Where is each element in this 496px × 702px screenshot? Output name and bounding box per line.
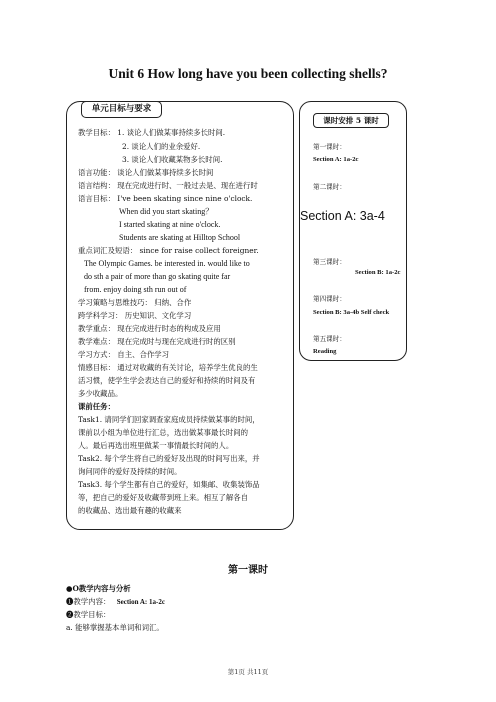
- goal-line: do sth a pair of more than go skating quite far: [84, 272, 231, 281]
- page-footer: 第1页 共11页: [227, 668, 269, 676]
- lesson-5-value: Reading: [313, 348, 337, 355]
- lesson-4-value: Section B: 3a-4b Self check: [313, 309, 390, 316]
- task-line: 等，把自己的爱好及收藏带到班上来。相互了解各自: [78, 493, 248, 502]
- task-line: 人。最后再选出班里做某一事情最长时间的人。: [78, 441, 234, 450]
- unit-goals-heading: 单元目标与要求: [81, 101, 162, 118]
- goal-line: 重点词汇及短语： since for raise collect foreigner.: [78, 246, 259, 255]
- lesson-1-label: 第一课时：: [313, 143, 346, 151]
- document-title: Unit 6 How long have you been collecting shells?: [108, 66, 388, 81]
- goal-line: 活习惯，使学生学会表达自己的爱好和持续的时间及有: [78, 376, 256, 385]
- lesson-2-label: 第二课时：: [313, 183, 346, 191]
- goal-line: I started skating at nine o'clock.: [119, 220, 221, 229]
- task-line: Task1. 请同学们回家调查家庭成员持续做某事的时间，: [78, 415, 260, 424]
- goals-label: ❷教学目标：: [66, 610, 111, 619]
- task-line: 询问同伴的爱好及持续的时间。: [78, 467, 182, 476]
- goal-line: 教学难点： 现在完成时与现在完成进行时的区别: [78, 337, 236, 346]
- goal-line: When did you start skating？: [119, 207, 214, 216]
- goal-line: 语言功能： 谈论人们做某事持续多长时间: [78, 168, 214, 177]
- lesson-3-value: Section B: 1a-2c: [355, 269, 401, 276]
- goal-line: The Olympic Games. be interested in. would like to: [84, 259, 250, 268]
- goal-line: 语言目标： I've been skating since nine o'clock.: [78, 194, 253, 203]
- lesson-3-label: 第三课时：: [313, 258, 346, 266]
- section-heading: ●O教学内容与分析: [66, 584, 131, 593]
- goal-line: 跨学科学习： 历史知识、文化学习: [78, 311, 192, 320]
- lesson-1-value: Section A: 1a-2c: [313, 156, 359, 163]
- goal-item: a. 能够掌握基本单词和词汇。: [66, 623, 164, 632]
- schedule-heading: 课时安排 5 课时: [313, 113, 389, 128]
- goal-line: 教学目标： 1. 谈论人们做某事持续多长时间.: [78, 128, 226, 137]
- content-value: Section A: 1a-2c: [116, 598, 165, 606]
- task-line: 课前以小组为单位进行汇总，选出做某事最长时间的: [78, 428, 248, 437]
- goal-line: 情感目标： 通过对收藏的有关讨论，培养学生优良的生: [78, 363, 258, 372]
- lesson-4-label: 第四课时：: [313, 295, 346, 303]
- schedule-box: [299, 101, 407, 361]
- goal-line: Students are skating at Hilltop School: [119, 233, 241, 242]
- content-line: [66, 596, 165, 608]
- goal-line: 3. 谈论人们收藏某物多长时间.: [122, 155, 223, 164]
- task-line: 的收藏品、选出最有趣的收藏来: [78, 506, 182, 515]
- goal-line: 课前任务：: [78, 402, 115, 411]
- goal-line: 学习方式： 自主、合作学习: [78, 350, 170, 359]
- lesson-2-value: Section A: 3a-4: [300, 209, 385, 223]
- task-line: Task2. 每个学生将自己的爱好及出现的时间写出来，并: [78, 454, 260, 463]
- goal-line: 学习策略与思维技巧： 归纳、合作: [78, 298, 192, 307]
- goal-line: 语言结构： 现在完成进行时、一般过去是、现在进行时: [78, 181, 258, 190]
- goal-line: 教学重点： 现在完成进行时态的构成及应用: [78, 324, 221, 333]
- task-line: Task3. 每个学生都有自己的爱好，如集邮、收集装饰品: [78, 480, 260, 489]
- content-label: ❶教学内容：: [66, 597, 111, 606]
- lesson-heading: 第一课时: [228, 565, 268, 576]
- lesson-5-label: 第五课时：: [313, 335, 346, 343]
- goal-line: 多少收藏品。: [78, 389, 123, 398]
- goal-line: from. enjoy doing sth run out of: [84, 285, 187, 294]
- goal-line: 2. 谈论人们的业余爱好.: [122, 142, 201, 151]
